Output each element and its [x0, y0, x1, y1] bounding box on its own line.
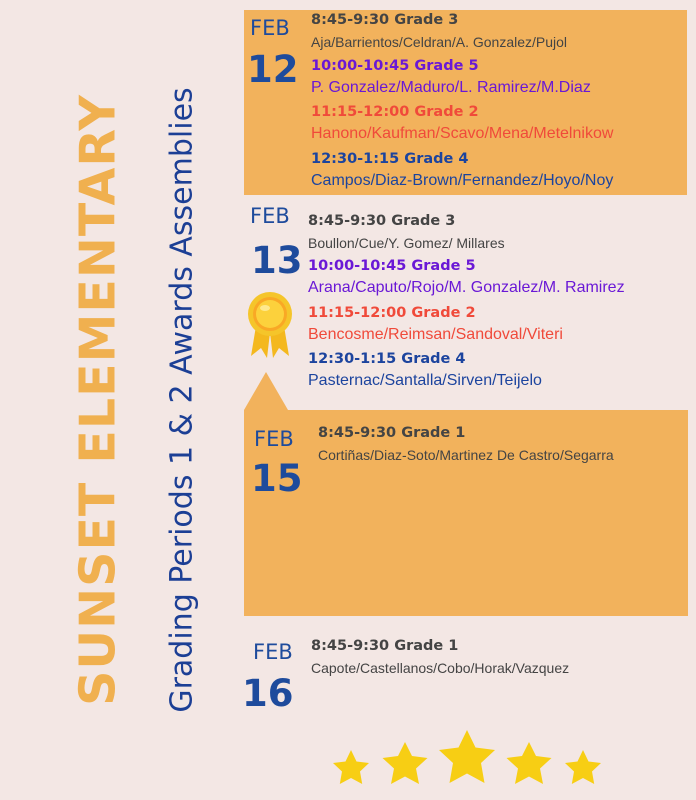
slot-grade-5 [308, 256, 625, 299]
slot-grade-2 [311, 102, 613, 145]
five-stars-icon [326, 728, 608, 800]
slot-grade-4 [311, 149, 613, 192]
day-number: 16 [242, 672, 294, 715]
slot-names: Cortiñas/Diaz-Soto/Martinez De Castro/Segarra [318, 447, 614, 463]
slot-time: 12:30-1:15 Grade 4 [308, 351, 466, 367]
slot-time: 8:45-9:30 Grade 1 [318, 425, 466, 441]
day-month: FEB [250, 204, 290, 228]
slot-grade-2 [308, 303, 563, 346]
slot-time: 11:15-12:00 Grade 2 [311, 104, 479, 120]
slot-time: 8:45-9:30 Grade 1 [311, 638, 459, 654]
star-icon [565, 750, 601, 784]
slot-time: 8:45-9:30 Grade 3 [311, 12, 459, 28]
slot-names: Hanono/Kaufman/Scavo/Mena/Metelnikow [311, 125, 614, 142]
slot-names: Bencosme/Reimsan/Sandoval/Viteri [308, 326, 563, 343]
day-number: 13 [251, 239, 303, 282]
star-icon [333, 750, 369, 784]
day-number: 12 [247, 48, 299, 91]
day-month: FEB [250, 16, 290, 40]
slot-grade-1 [318, 423, 614, 466]
slot-time: 11:15-12:00 Grade 2 [308, 305, 476, 321]
day-month: FEB [253, 640, 293, 664]
slot-names: Capote/Castellanos/Cobo/Horak/Vazquez [311, 660, 570, 676]
slot-names: Pasternac/Santalla/Sirven/Teijelo [308, 372, 542, 389]
triangle-icon [244, 372, 288, 410]
slot-names: P. Gonzalez/Maduro/L. Ramirez/M.Diaz [311, 79, 591, 96]
slot-time: 10:00-10:45 Grade 5 [311, 58, 479, 74]
slot-grade-3 [311, 10, 567, 53]
slot-names: Aja/Barrientos/Celdran/A. Gonzalez/Pujol [311, 34, 568, 50]
star-icon [383, 742, 428, 784]
day-month: FEB [254, 427, 294, 451]
slot-names: Arana/Caputo/Rojo/M. Gonzalez/M. Ramirez [308, 279, 625, 296]
slot-names: Boullon/Cue/Y. Gomez/ Millares [308, 235, 505, 251]
award-ribbon-icon [243, 290, 297, 360]
slot-grade-3 [308, 211, 505, 254]
slot-grade-5 [311, 56, 591, 99]
slot-names: Campos/Diaz-Brown/Fernandez/Hoyo/Noy [311, 172, 614, 189]
school-name: SUNSET ELEMENTARY [69, 94, 127, 706]
slot-grade-4 [308, 349, 542, 392]
slot-time: 8:45-9:30 Grade 3 [308, 213, 456, 229]
page-subtitle: Grading Periods 1 & 2 Awards Assemblies [164, 87, 200, 713]
star-icon [439, 730, 495, 783]
slot-time: 10:00-10:45 Grade 5 [308, 258, 476, 274]
slot-grade-1 [311, 636, 569, 679]
star-icon [507, 742, 552, 784]
day-number: 15 [251, 457, 303, 500]
slot-time: 12:30-1:15 Grade 4 [311, 151, 469, 167]
